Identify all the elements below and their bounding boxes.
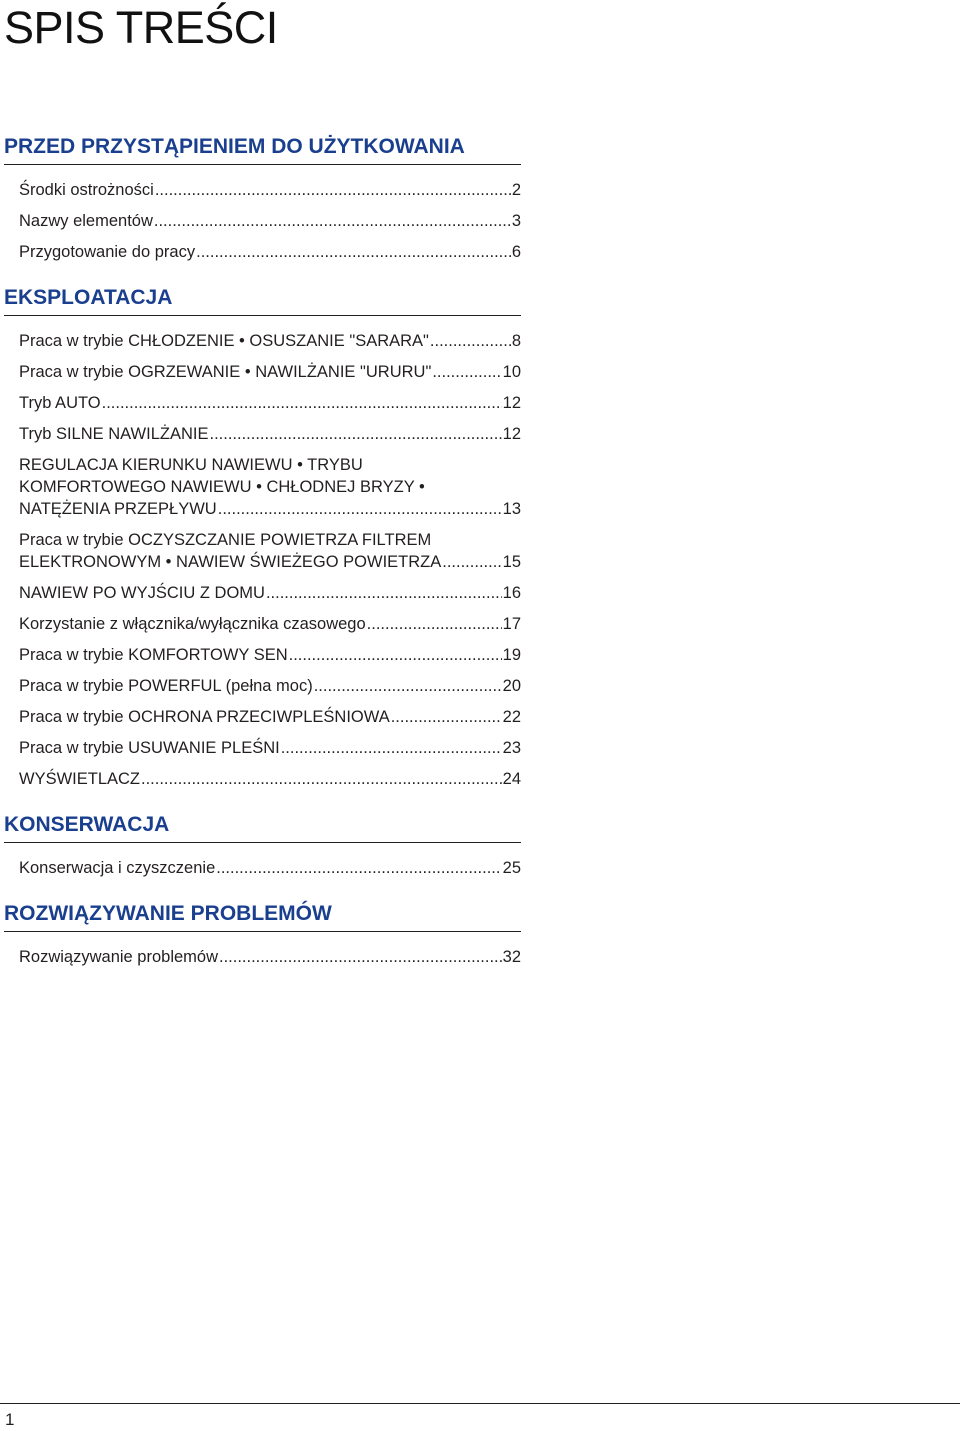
toc-entry[interactable]: [19, 423, 521, 445]
toc-entry-title: Praca w trybie OGRZEWANIE • NAWILŻANIE "URURU": [19, 363, 432, 381]
dot-leader: [102, 392, 502, 414]
toc-entry[interactable]: [19, 454, 521, 520]
page-title: SPIS TREŚCI: [4, 2, 278, 53]
toc-entry-title-line: REGULACJA KIERUNKU NAWIEWU • TRYBU: [19, 456, 363, 474]
toc-entry[interactable]: [19, 392, 521, 414]
toc-entry[interactable]: [19, 675, 521, 697]
toc-entry-row: [19, 768, 521, 790]
toc-entry-title: Korzystanie z włącznika/wyłącznika czasowego: [19, 615, 366, 633]
dot-leader: [391, 706, 502, 728]
toc-page-number: 19: [502, 646, 521, 664]
dot-leader: [219, 946, 502, 968]
toc-page-number: 6: [511, 243, 521, 261]
toc-entry[interactable]: [19, 768, 521, 790]
toc-page-number: 20: [502, 677, 521, 695]
toc-entry-title: ELEKTRONOWYM • NAWIEW ŚWIEŻEGO POWIETRZA: [19, 553, 442, 571]
section-heading: PRZED PRZYSTĄPIENIEM DO UŻYTKOWANIA: [4, 133, 521, 165]
section-heading: KONSERWACJA: [4, 811, 521, 843]
toc-entry[interactable]: [19, 737, 521, 759]
toc-entry-title: Nazwy elementów: [19, 212, 153, 230]
toc-entry-title: Przygotowanie do pracy: [19, 243, 196, 261]
dot-leader: [154, 210, 511, 232]
toc-page-number: 10: [502, 363, 521, 381]
toc-entry-title-line: KOMFORTOWEGO NAWIEWU • CHŁODNEJ BRYZY •: [19, 478, 425, 496]
toc-page-number: 25: [502, 859, 521, 877]
toc-entry[interactable]: [19, 857, 521, 879]
toc-entry-row: [19, 613, 521, 635]
dot-leader: [367, 613, 502, 635]
toc-entry-row: [19, 551, 521, 573]
toc-entry[interactable]: [19, 179, 521, 201]
toc-page-number: 22: [502, 708, 521, 726]
toc-entry[interactable]: [19, 361, 521, 383]
toc-section: [0, 133, 521, 263]
toc-entry-row: [19, 737, 521, 759]
dot-leader: [141, 768, 502, 790]
page-number: 1: [5, 1410, 15, 1429]
toc-entry-row: [19, 857, 521, 879]
toc-entry-title: Tryb AUTO: [19, 394, 101, 412]
toc-page-number: 32: [502, 948, 521, 966]
toc-entry-list: [19, 330, 521, 790]
toc-entry-list: [19, 179, 521, 263]
toc-page-number: 12: [502, 394, 521, 412]
section-heading: EKSPLOATACJA: [4, 284, 521, 316]
toc-section: [0, 900, 521, 968]
toc-entry[interactable]: [19, 330, 521, 352]
dot-leader: [314, 675, 502, 697]
toc-entry-title: NATĘŻENIA PRZEPŁYWU: [19, 500, 217, 518]
dot-leader: [155, 179, 511, 201]
dot-leader: [289, 644, 502, 666]
toc-entry-row: [19, 423, 521, 445]
toc-page-number: 13: [502, 500, 521, 518]
toc-entry-row: [19, 392, 521, 414]
toc-entry-row: [19, 210, 521, 232]
toc-entry-title: NAWIEW PO WYJŚCIU Z DOMU: [19, 584, 265, 602]
toc-entry-title: Rozwiązywanie problemów: [19, 948, 218, 966]
toc-section: [0, 284, 521, 790]
dot-leader: [430, 330, 511, 352]
toc-section: [0, 811, 521, 879]
toc-entry-row: [19, 498, 521, 520]
toc-entry-row: [19, 706, 521, 728]
toc-entry-row: [19, 179, 521, 201]
section-heading: ROZWIĄZYWANIE PROBLEMÓW: [4, 900, 521, 932]
dot-leader: [218, 498, 502, 520]
toc-entry[interactable]: [19, 644, 521, 666]
toc-entry[interactable]: [19, 582, 521, 604]
toc-entry-row: [19, 644, 521, 666]
toc-page-number: 8: [511, 332, 521, 350]
toc-entry-list: [19, 946, 521, 968]
toc-entry-row: [19, 582, 521, 604]
toc-entry-title: Praca w trybie CHŁODZENIE • OSUSZANIE "SARARA": [19, 332, 429, 350]
toc-entry-row: [19, 330, 521, 352]
toc-entry[interactable]: [19, 529, 521, 573]
toc-entry[interactable]: [19, 241, 521, 263]
toc-page-number: 15: [502, 553, 521, 571]
dot-leader: [432, 361, 501, 383]
dot-leader: [266, 582, 502, 604]
toc-entry[interactable]: [19, 946, 521, 968]
toc-entry-title: Konserwacja i czyszczenie: [19, 859, 216, 877]
dot-leader: [196, 241, 511, 263]
toc-entry-title: Praca w trybie OCHRONA PRZECIWPLEŚNIOWA: [19, 708, 390, 726]
footer-divider: [0, 1403, 960, 1404]
dot-leader: [209, 423, 501, 445]
dot-leader: [281, 737, 502, 759]
toc-page-number: 12: [502, 425, 521, 443]
dot-leader: [216, 857, 501, 879]
toc-entry-title: Praca w trybie KOMFORTOWY SEN: [19, 646, 288, 664]
toc-entry-row: [19, 675, 521, 697]
toc-page-number: 23: [502, 739, 521, 757]
toc-entry-title: Tryb SILNE NAWILŻANIE: [19, 425, 209, 443]
toc-entry-title: Środki ostrożności: [19, 181, 154, 199]
dot-leader: [442, 551, 501, 573]
toc-entry-row: [19, 946, 521, 968]
toc-entry-title: Praca w trybie USUWANIE PLEŚNI: [19, 739, 280, 757]
toc-entry-title: WYŚWIETLACZ: [19, 770, 141, 788]
toc-page-number: 16: [502, 584, 521, 602]
toc-entry[interactable]: [19, 210, 521, 232]
toc-page-number: 17: [502, 615, 521, 633]
toc-page-number: 3: [511, 212, 521, 230]
toc-entry-list: [19, 857, 521, 879]
toc-entry-row: [19, 241, 521, 263]
toc-page-number: 2: [511, 181, 521, 199]
toc-entry-row: [19, 361, 521, 383]
toc-entry[interactable]: [19, 706, 521, 728]
toc-entry-title-line: Praca w trybie OCZYSZCZANIE POWIETRZA FILTREM: [19, 531, 432, 549]
toc-entry-title: Praca w trybie POWERFUL (pełna moc): [19, 677, 313, 695]
table-of-contents: [0, 133, 521, 977]
toc-page-number: 24: [502, 770, 521, 788]
toc-entry[interactable]: [19, 613, 521, 635]
